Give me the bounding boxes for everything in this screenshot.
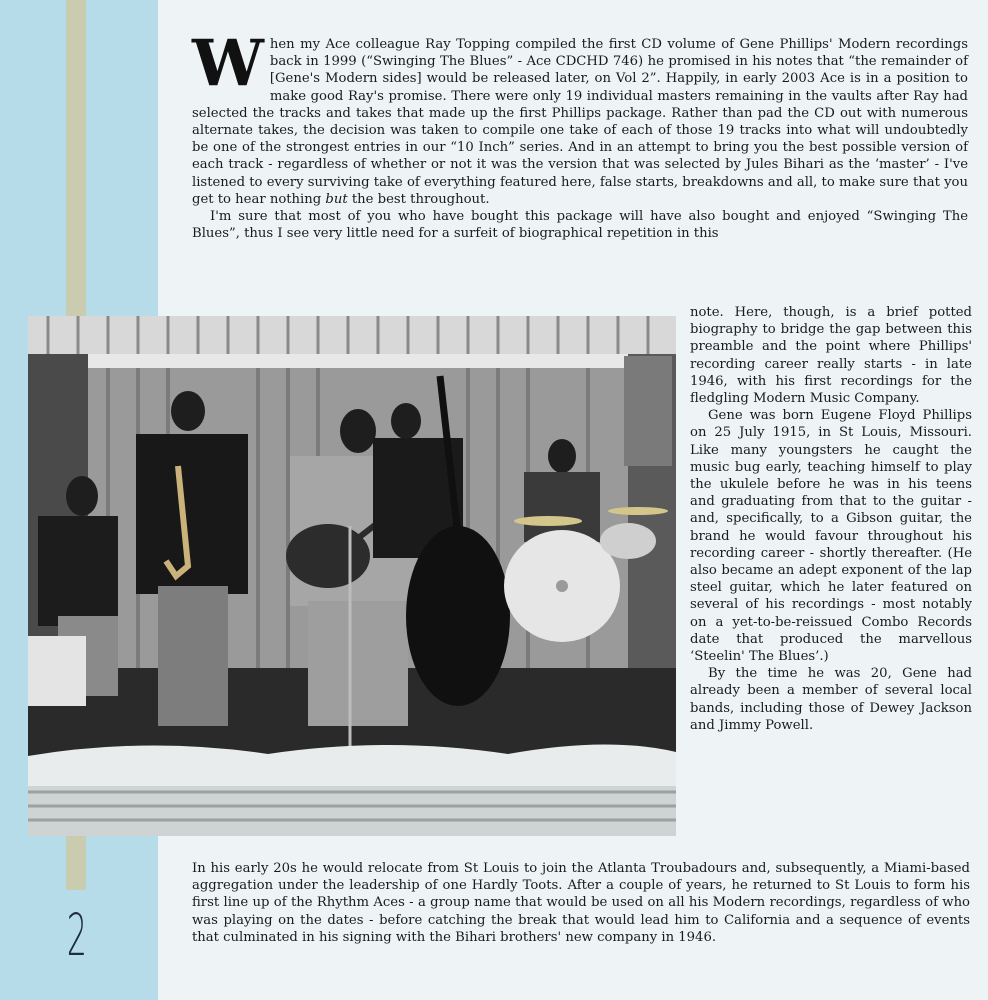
- paragraph-4-continued: In his early 20s he would relocate from St Louis to join the Atlanta Troubadours and, subsequently, a Miami-based aggregation under the leadership of one Hardly Toots. After a couple of years, he returned to St Louis to form his first line up of the Rhythm Aces - a group name that would be used on all his Modern recordings, regardless of who was playing on the dates - before catching the break that would lead him to California and a sequence of events that culminated in his signing with the Bihari brothers' new company in 1946.: [192, 861, 970, 945]
- article-right-column: [690, 304, 972, 734]
- article-top-block: [192, 26, 968, 242]
- paragraph-2-top: I'm sure that most of you who have bought this package will have also bought and enjoyed “Swinging The Blues”, thus I see very little need for a surfeit of biographical repetition in this: [192, 209, 968, 242]
- paragraph-4-start: By the time he was 20, Gene had already been a member of several local bands, including those of Dewey Jackson and Jimmy Powell.: [690, 666, 972, 733]
- page-number: 2: [66, 901, 88, 969]
- band-photo: [28, 316, 676, 836]
- drop-cap: W: [192, 26, 264, 101]
- paragraph-1: [192, 26, 968, 208]
- band-photo-illustration: [28, 316, 676, 836]
- article-bottom-block: [192, 860, 970, 946]
- paragraph-3: Gene was born Eugene Floyd Phillips on 25 July 1915, in St Louis, Missouri. Like many youngsters he caught the music bug early, teaching himself to play the ukulele before he was in his teens and graduating from that to the guitar - and, specifically, to a Gibson guitar, the brand he would favour throughout his recording career - shortly thereafter. (He also became an adept exponent of the lap steel guitar, which he later featured on several of his recordings - most notably on a yet-to-be-reissued Combo Records date that produced the marvellous ‘Steelin' The Blues’.): [690, 408, 972, 665]
- paragraph-1-emphasis: but: [325, 191, 348, 207]
- paragraph-1-end: the best throughout.: [351, 191, 490, 207]
- paragraph-2-continued: note. Here, though, is a brief potted biography to bridge the gap between this preamble and the point where Phillips' recording career really starts - in late 1946, with his first recordings for the fledgling Modern Music Company.: [690, 305, 972, 407]
- paragraph-1-text: hen my Ace colleague Ray Topping compiled the first CD volume of Gene Phillips' Modern recordings back in 1999 (“Swinging The Blues” - Ace CDCHD 746) he promised in his notes that “the remainder of [Gene's Modern sides] would be released later, on Vol 2”. Happily, in early 2003 Ace is in a position to make good Ray's promise. There were only 19 individual masters remaining in the vaults after Ray had selected the tracks and takes that made up the first Phillips package. Rather than pad the CD out with numerous alternate takes, the decision was taken to compile one take of each of those 19 tracks into what will undoubtedly be one of the strongest entries in our “10 Inch” series. And in an attempt to bring you the best possible version of each track - regardless of whether or not it was the version that was selected by Jules Bihari as the ‘master’ - I've listened to every surviving take of everything featured here, false starts, breakdowns and all, to make sure that you get to hear nothing: [192, 37, 968, 207]
